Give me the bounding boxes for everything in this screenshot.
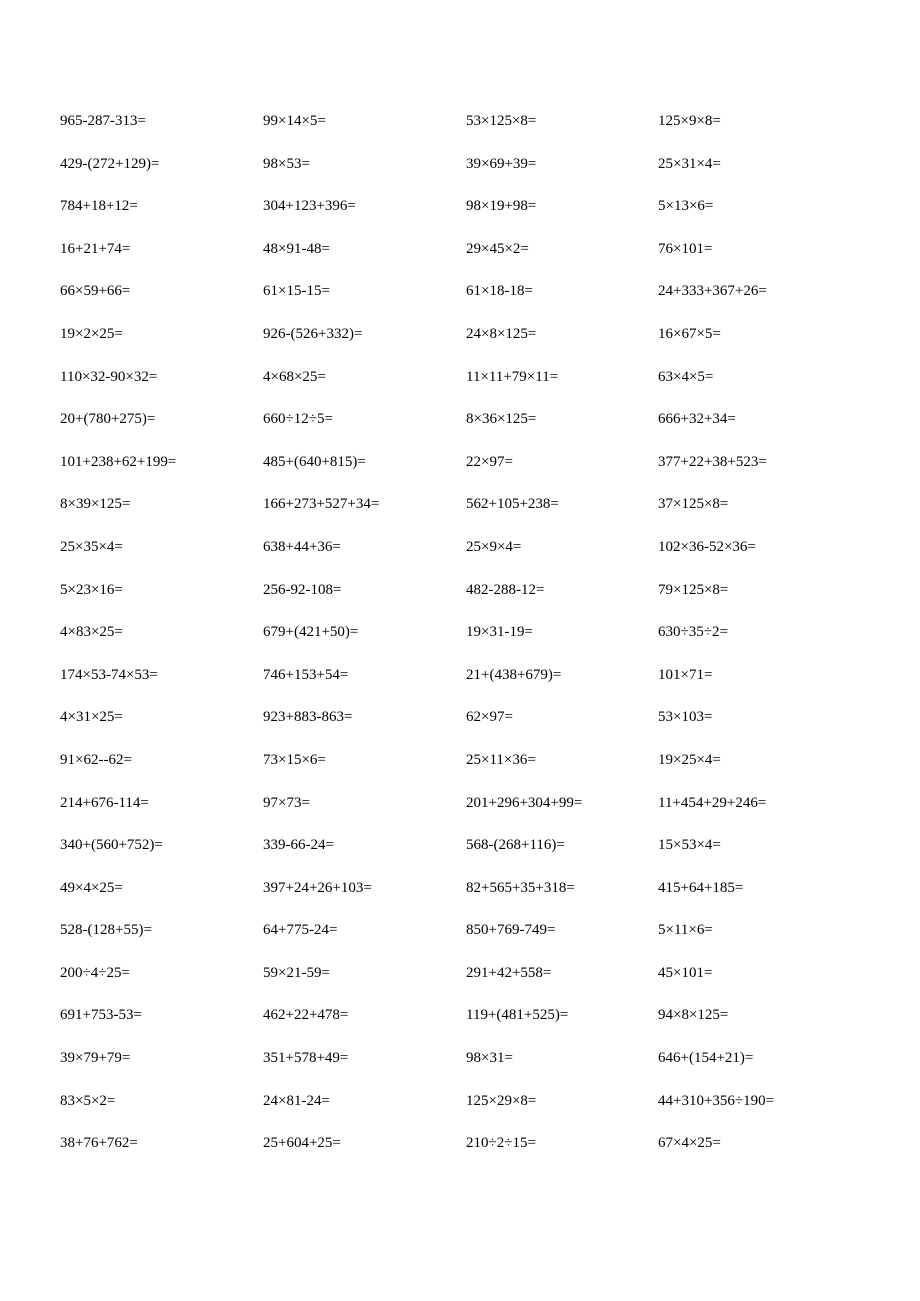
problem-row [60, 834, 860, 877]
math-problem: 20+(780+275)= [60, 411, 156, 428]
math-problem: 200÷4÷25= [60, 964, 130, 981]
math-problem: 99×14×5= [263, 113, 326, 129]
math-problem: 24×8×125= [466, 325, 537, 342]
math-problem: 666+32+34= [658, 411, 736, 428]
math-problem: 19×25×4= [658, 751, 721, 768]
math-problem: 8×36×125= [466, 411, 537, 428]
math-problem: 415+64+185= [658, 879, 744, 896]
math-problem: 62×97= [466, 709, 513, 726]
math-problem: 119+(481+525)= [466, 1007, 569, 1024]
math-problem: 25×35×4= [60, 538, 123, 555]
math-problem: 660÷12÷5= [263, 411, 333, 428]
problem-row [60, 919, 860, 962]
math-problem: 101+238+62+199= [60, 453, 177, 470]
math-problem: 5×23×16= [60, 581, 123, 598]
math-problem: 746+153+54= [263, 666, 349, 683]
math-problem: 214+676-114= [60, 794, 149, 811]
problem-row [60, 238, 860, 281]
math-problem: 39×79+79= [60, 1050, 131, 1067]
math-problem: 340+(560+752)= [60, 837, 163, 854]
math-problem: 48×91-48= [263, 240, 330, 257]
math-problem: 25×31×4= [658, 155, 721, 172]
math-problem: 59×21-59= [263, 964, 330, 981]
math-problem: 256-92-108= [263, 581, 342, 598]
math-problem: 125×9×8= [658, 113, 721, 129]
math-problem: 5×11×6= [658, 922, 713, 939]
math-problem: 16×67×5= [658, 325, 721, 342]
math-problem: 397+24+26+103= [263, 879, 372, 896]
problem-row [60, 493, 860, 536]
problem-row [60, 706, 860, 749]
math-problem: 25+604+25= [263, 1135, 341, 1152]
math-problem: 94×8×125= [658, 1007, 729, 1024]
math-problem: 102×36-52×36= [658, 538, 756, 555]
math-problem: 91×62--62= [60, 751, 132, 768]
math-problem: 429-(272+129)= [60, 155, 160, 172]
math-problem: 83×5×2= [60, 1092, 116, 1109]
problem-row [60, 323, 860, 366]
math-problem: 4×83×25= [60, 624, 123, 641]
math-problem: 53×125×8= [466, 113, 537, 129]
math-problem: 11+454+29+246= [658, 794, 767, 811]
math-problem: 97×73= [263, 794, 310, 811]
problem-row [60, 621, 860, 664]
problem-row [60, 1090, 860, 1133]
math-problem: 25×9×4= [466, 538, 522, 555]
math-problem: 76×101= [658, 240, 713, 257]
math-problem: 53×103= [658, 709, 713, 726]
math-problem: 166+273+527+34= [263, 496, 380, 513]
math-problem: 63×4×5= [658, 368, 714, 385]
math-problem: 73×15×6= [263, 751, 326, 768]
math-problem: 64+775-24= [263, 922, 338, 939]
math-problem: 39×69+39= [466, 155, 537, 172]
math-problem: 19×2×25= [60, 325, 123, 342]
math-problem: 67×4×25= [658, 1135, 721, 1152]
problem-row [60, 366, 860, 409]
math-problem: 965-287-313= [60, 113, 146, 129]
problem-row [60, 1132, 860, 1175]
math-problem: 101×71= [658, 666, 713, 683]
math-problem: 291+42+558= [466, 964, 552, 981]
math-problem: 125×29×8= [466, 1092, 537, 1109]
math-problem: 98×19+98= [466, 198, 537, 215]
math-problem: 8×39×125= [60, 496, 131, 513]
problem-row [60, 280, 860, 323]
math-problem: 49×4×25= [60, 879, 123, 896]
math-problem: 850+769-749= [466, 922, 556, 939]
math-problem: 24×81-24= [263, 1092, 330, 1109]
math-problem: 38+76+762= [60, 1135, 138, 1152]
math-problem: 19×31-19= [466, 624, 533, 641]
math-problem: 646+(154+21)= [658, 1050, 754, 1067]
math-problem: 4×68×25= [263, 368, 326, 385]
math-problem: 82+565+35+318= [466, 879, 575, 896]
math-problem: 24+333+367+26= [658, 283, 767, 300]
math-problem: 22×97= [466, 453, 513, 470]
math-problem: 110×32-90×32= [60, 368, 158, 385]
math-problem: 339-66-24= [263, 837, 334, 854]
math-problem: 784+18+12= [60, 198, 138, 215]
math-problem: 16+21+74= [60, 240, 131, 257]
math-problem: 926-(526+332)= [263, 325, 363, 342]
math-problem: 37×125×8= [658, 496, 729, 513]
math-problem: 61×18-18= [466, 283, 533, 300]
math-problem: 679+(421+50)= [263, 624, 359, 641]
math-problem: 11×11+79×11= [466, 368, 559, 385]
math-problem: 923+883-863= [263, 709, 353, 726]
math-problem: 210÷2÷15= [466, 1135, 536, 1152]
problem-row [60, 877, 860, 920]
math-problem: 562+105+238= [466, 496, 559, 513]
math-problem: 201+296+304+99= [466, 794, 583, 811]
problem-row [60, 153, 860, 196]
problem-row [60, 749, 860, 792]
math-problem: 29×45×2= [466, 240, 529, 257]
math-problem: 630÷35÷2= [658, 624, 728, 641]
math-problem: 462+22+478= [263, 1007, 349, 1024]
math-problem: 351+578+49= [263, 1050, 349, 1067]
math-problem: 45×101= [658, 964, 713, 981]
math-problem: 377+22+38+523= [658, 453, 767, 470]
math-problem: 4×31×25= [60, 709, 123, 726]
math-problem: 568-(268+116)= [466, 837, 565, 854]
problem-row [60, 536, 860, 579]
math-problem: 98×31= [466, 1050, 513, 1067]
problem-row [60, 579, 860, 622]
math-problem: 5×13×6= [658, 198, 714, 215]
problem-row [60, 1047, 860, 1090]
problem-row [60, 1004, 860, 1047]
math-problem: 638+44+36= [263, 538, 341, 555]
math-problem: 66×59+66= [60, 283, 131, 300]
math-problem: 528-(128+55)= [60, 922, 152, 939]
math-problem: 482-288-12= [466, 581, 545, 598]
problem-row [60, 408, 860, 451]
problem-row [60, 664, 860, 707]
problem-row [60, 195, 860, 238]
math-problem: 691+753-53= [60, 1007, 142, 1024]
math-problem: 61×15-15= [263, 283, 330, 300]
problem-row [60, 962, 860, 1005]
arithmetic-worksheet [60, 110, 860, 1175]
math-problem: 79×125×8= [658, 581, 729, 598]
problem-row [60, 451, 860, 494]
math-problem: 44+310+356÷190= [658, 1092, 775, 1109]
math-problem: 174×53-74×53= [60, 666, 158, 683]
problem-row [60, 110, 860, 153]
math-problem: 98×53= [263, 155, 310, 172]
math-problem: 25×11×36= [466, 751, 536, 768]
math-problem: 304+123+396= [263, 198, 356, 215]
math-problem: 15×53×4= [658, 837, 721, 854]
math-problem: 485+(640+815)= [263, 453, 366, 470]
problem-row [60, 792, 860, 835]
math-problem: 21+(438+679)= [466, 666, 562, 683]
